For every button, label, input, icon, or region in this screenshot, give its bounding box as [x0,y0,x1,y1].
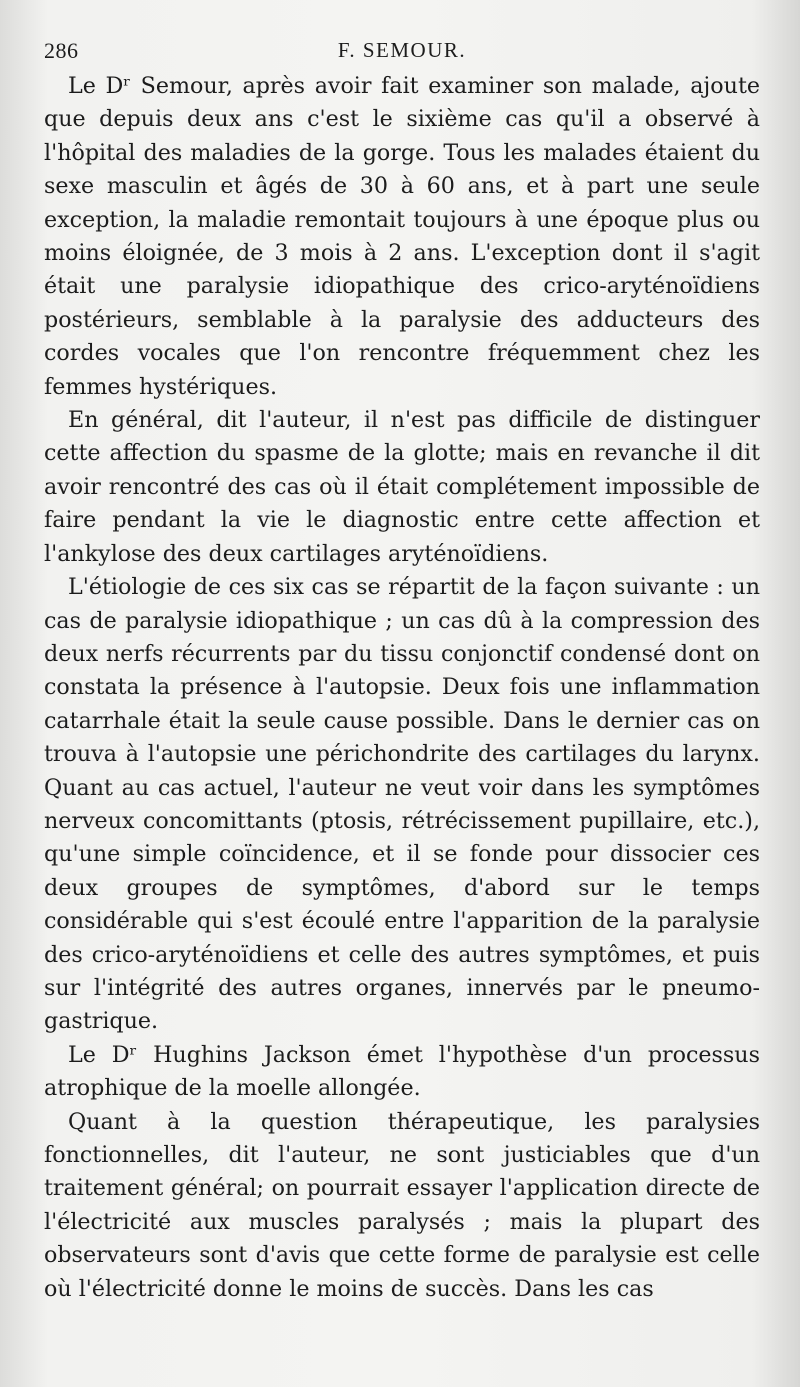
page-header [44,30,760,70]
paragraph: Quant à la question thérapeutique, les paralysies fonctionnelles, dit l'auteur, ne sont justiciables que d'un traitement général; on pourrait essayer l'application directe de l'électricité aux muscles paralysés ; mais la plupart des observateurs sont d'avis que cette forme de paralysie est celle où l'électricité donne le moins de succès. Dans les cas [44,1108,760,1302]
paragraph: Le Dʳ Semour, après avoir fait examiner son malade, ajoute que depuis deux ans c'est le sixième cas qu'il a observé à l'hôpital des maladies de la gorge. Tous les malades étaient du sexe masculin et âgés de 30 à 60 ans, et à part une seule exception, la maladie remontait toujours à une époque plus ou moins éloignée, de 3 mois à 2 ans. L'exception dont il s'agit était une paralysie idiopathique des crico-aryténoïdiens postérieurs, semblable à la paralysie des adducteurs des cordes vocales que l'on rencontre fréquemment chez les femmes hystériques. [44,73,760,400]
running-head: F. SEMOUR. [337,38,467,62]
body-text [44,70,760,1306]
paragraph: En général, dit l'auteur, il n'est pas difficile de distinguer cette affection du spasme de la glotte; mais en revanche il dit avoir rencontré des cas où il était complétement impossible de faire pendant la vie le diagnostic entre cette affection et l'ankylose des deux cartilages aryténoïdiens. [44,407,760,567]
paragraph: L'étiologie de ces six cas se répartit de la façon suivante : un cas de paralysie idiopathique ; un cas dû à la compression des deux nerfs récurrents par du tissu conjonctif condensé dont on constata la présence à l'autopsie. Deux fois une inflammation catarrhale était la seule cause possible. Dans le dernier cas on trouva à l'autopsie une périchondrite des cartilages du larynx. Quant au cas actuel, l'auteur ne veut voir dans les symptômes nerveux concomittants (ptosis, rétrécissement pupillaire, etc.), qu'une simple coïncidence, et il se fonde pour dissocier ces deux groupes de symptômes, d'abord sur le temps considérable qui s'est écoulé entre l'apparition de la paralysie des crico-aryténoïdiens et celle des autres symptômes, et puis sur l'intégrité des autres organes, innervés par le pneumo-gastrique. [44,574,760,1035]
page-number: 286 [44,38,79,63]
paragraph: Le Dʳ Hughins Jackson émet l'hypothèse d'un processus atrophique de la moelle allongée. [44,1041,760,1102]
